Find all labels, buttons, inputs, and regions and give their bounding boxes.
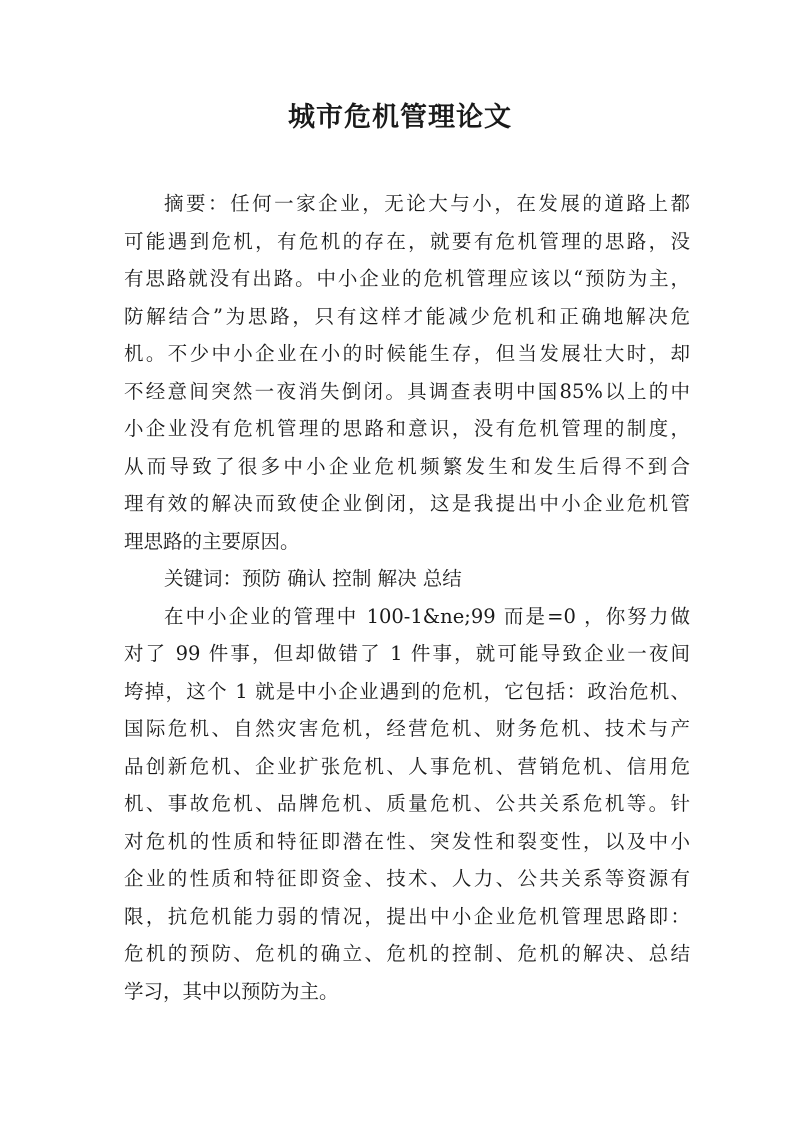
body-line: 企业的性质和特征即资金、技术、人力、公共关系等资源有 bbox=[124, 867, 690, 890]
abstract-line: 理思路的主要原因。 bbox=[124, 529, 300, 553]
abstract-line: 机。不少中小企业在小的时候能生存，但当发展壮大时，却 bbox=[124, 342, 690, 365]
body-line: 限，抗危机能力弱的情况，提出中小企业危机管理思路即： bbox=[124, 904, 690, 928]
keywords-line: 关键词：预防 确认 控制 解决 总结 bbox=[164, 567, 462, 590]
body-line: 国际危机、自然灾害危机，经营危机、财务危机、技术与产 bbox=[124, 717, 690, 740]
body-line: 品创新危机、企业扩张危机、人事危机、营销危机、信用危 bbox=[124, 754, 690, 778]
body-line: 危机的预防、危机的确立、危机的控制、危机的解决、总结 bbox=[124, 942, 690, 965]
document-body bbox=[124, 185, 690, 1010]
abstract-line: 小企业没有危机管理的思路和意识，没有危机管理的制度， bbox=[124, 417, 690, 440]
page-title: 城市危机管理论文 bbox=[288, 102, 512, 133]
body-line: 对危机的性质和特征即潜在性、突发性和裂变性，以及中小 bbox=[124, 829, 690, 853]
body-line: 垮掉，这个 1 就是中小企业遇到的危机，它包括：政治危机、 bbox=[124, 679, 690, 703]
abstract-line: 防解结合”为思路，只有这样才能减少危机和正确地解决危 bbox=[124, 304, 690, 328]
body-line: 机、事故危机、品牌危机、质量危机、公共关系危机等。针 bbox=[124, 792, 690, 815]
abstract-line: 从而导致了很多中小企业危机频繁发生和发生后得不到合 bbox=[124, 454, 690, 478]
abstract-line: 理有效的解决而致使企业倒闭，这是我提出中小企业危机管 bbox=[124, 492, 690, 515]
abstract-line: 有思路就没有出路。中小企业的危机管理应该以“预防为主， bbox=[124, 267, 690, 290]
abstract-line: 可能遇到危机，有危机的存在，就要有危机管理的思路，没 bbox=[124, 229, 690, 253]
body-line: 学习，其中以预防为主。 bbox=[124, 979, 339, 1003]
abstract-line: 摘要：任何一家企业，无论大与小，在发展的道路上都 bbox=[164, 192, 690, 215]
abstract-line: 不经意间突然一夜消失倒闭。具调查表明中国85%以上的中 bbox=[124, 379, 690, 403]
body-line: 对了 99 件事，但却做错了 1 件事，就可能导致企业一夜间 bbox=[124, 642, 690, 665]
body-line: 在中小企业的管理中 100-1&ne;99 而是=0 ，你努力做 bbox=[164, 604, 690, 628]
